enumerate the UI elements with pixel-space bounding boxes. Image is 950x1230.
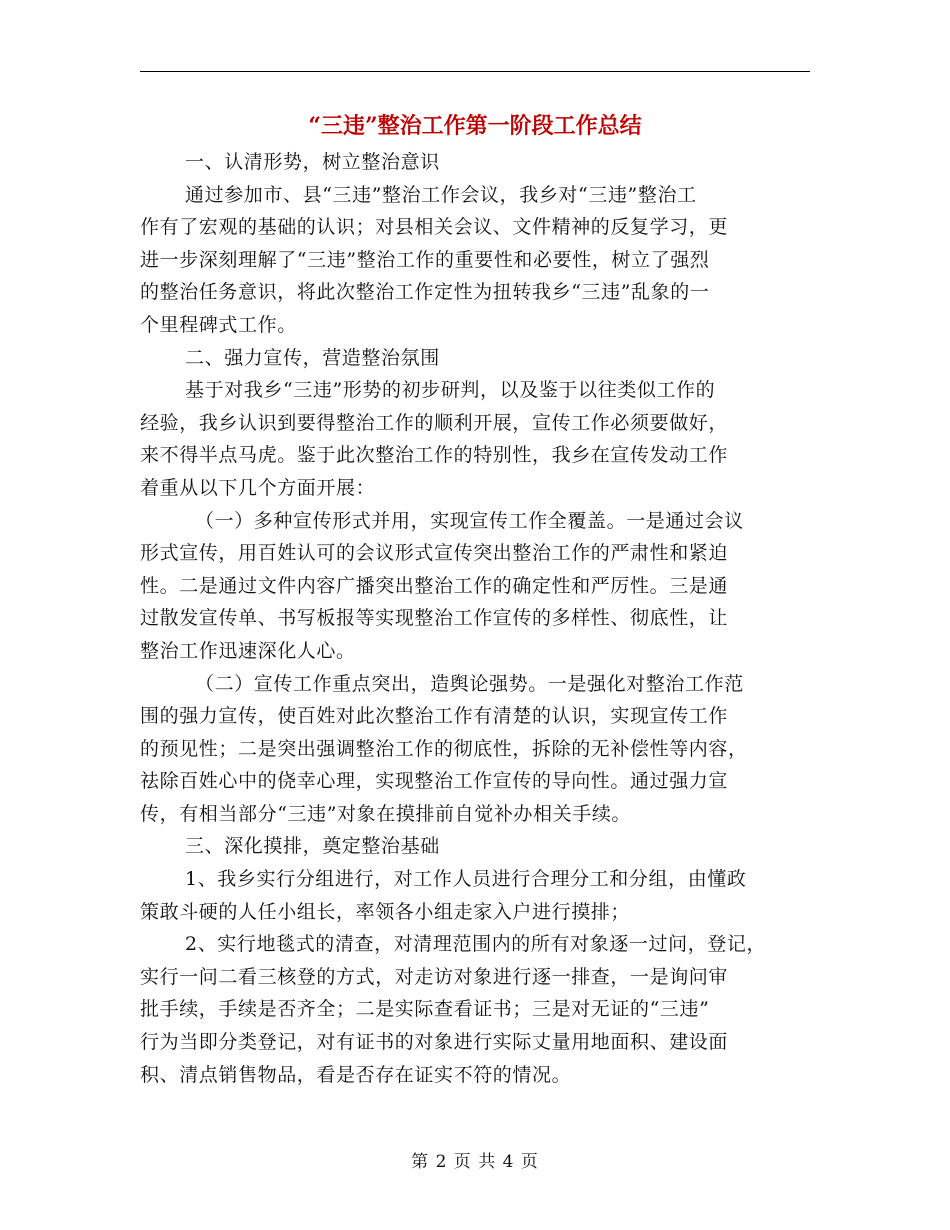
document-body [140, 146, 815, 1091]
paragraph-line: 的整治任务意识，将此次整治工作定性为扭转我乡“三违”乱象的一 [140, 281, 710, 304]
paragraph-line: 围的强力宣传，使百姓对此次整治工作有清楚的认识，实现宣传工作 [140, 705, 729, 728]
paragraph-line: 2、实行地毯式的清查，对清理范围内的所有对象逐一过问，登记， [185, 933, 767, 956]
document-title: “三违”整治工作第一阶段工作总结 [308, 113, 642, 139]
paragraph-line: 整治工作迅速深化人心。 [140, 639, 356, 662]
paragraph-line: 行为当即分类登记，对有证书的对象进行实际丈量用地面积、建设面 [140, 1031, 729, 1054]
paragraph-line: 作有了宏观的基础的认识；对县相关会议、文件精神的反复学习，更 [140, 216, 729, 239]
paragraph-line: 通过参加市、县“三违”整治工作会议，我乡对“三违”整治工 [185, 183, 697, 206]
header-rule [140, 71, 810, 72]
paragraph-line: 批手续，手续是否齐全；二是实际查看证书；三是对无证的“三违” [140, 998, 710, 1021]
section-heading-3: 三、深化摸排，奠定整治基础 [185, 835, 440, 858]
section-heading-1: 一、认清形势，树立整治意识 [185, 151, 440, 173]
paragraph-line: 实行一问二看三核登的方式，对走访对象进行逐一排查，一是询问审 [140, 965, 729, 988]
paragraph-line: 性。二是通过文件内容广播突出整治工作的确定性和严厉性。三是通 [140, 574, 729, 597]
page-number-footer: 第 2 页 共 4 页 [411, 1152, 539, 1172]
paragraph-line: 祛除百姓心中的侥幸心理，实现整治工作宣传的导向性。通过强力宣 [140, 770, 729, 793]
section-heading-2: 二、强力宣传，营造整治氛围 [185, 346, 440, 369]
paragraph-line: 进一步深刻理解了“三违”整治工作的重要性和必要性，树立了强烈 [140, 248, 710, 271]
paragraph-line: 经验，我乡认识到要得整治工作的顺利开展，宣传工作必须要做好， [140, 411, 729, 434]
paragraph-line: 基于对我乡“三违”形势的初步研判，以及鉴于以往类似工作的 [185, 379, 716, 402]
paragraph-line: 个里程碑式工作。 [140, 313, 297, 336]
paragraph-line: 着重从以下几个方面开展： [140, 476, 376, 499]
paragraph-line: 过散发宣传单、书写板报等实现整治工作宣传的多样性、彻底性，让 [140, 607, 729, 630]
paragraph-line: 传，有相当部分“三违”对象在摸排前自觉补办相关手续。 [140, 802, 632, 825]
paragraph-line: 来不得半点马虎。鉴于此次整治工作的特别性，我乡在宣传发动工作 [140, 444, 729, 467]
paragraph-line: 1、我乡实行分组进行，对工作人员进行合理分工和分组，由懂政 [185, 868, 747, 891]
paragraph-line: 的预见性；二是突出强调整治工作的彻底性，拆除的无补偿性等内容， [140, 737, 748, 760]
paragraph-line: 积、清点销售物品，看是否存在证实不符的情况。 [140, 1063, 572, 1086]
paragraph-line: 形式宣传，用百姓认可的会议形式宣传突出整治工作的严肃性和紧迫 [140, 542, 729, 565]
subsection-line: （二）宣传工作重点突出，造舆论强势。一是强化对整治工作范 [195, 672, 744, 695]
paragraph-line: 策敢斗硬的人任小组长，率领各小组走家入户进行摸排； [140, 900, 631, 923]
subsection-line: （一）多种宣传形式并用，实现宣传工作全覆盖。一是通过会议 [195, 509, 744, 532]
